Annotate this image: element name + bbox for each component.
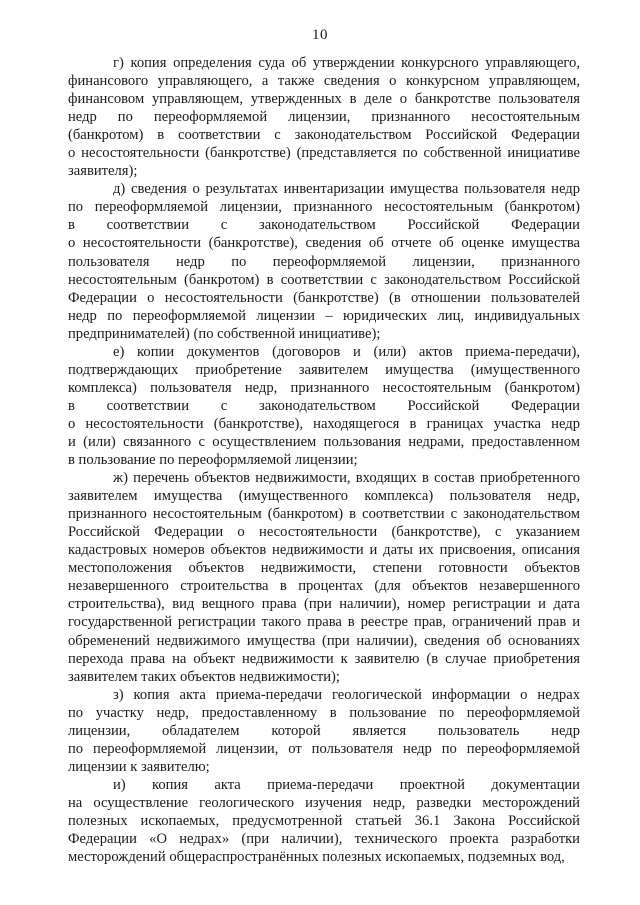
text-line: в соответствии с законодательством Российской Федерации [68, 397, 580, 414]
text-line: лицензии, обладателем которой является пользователь недр [68, 722, 580, 739]
text-line: незавершенного строительства в процентах (для объектов незавершенного [68, 578, 580, 595]
text-line: о несостоятельности (банкротстве), находящегося в границах участка недр [68, 415, 580, 432]
text-line: несостоятельным (банкротом) в соответствии с законодательством Российской [68, 271, 580, 288]
paragraph-g [68, 54, 580, 180]
text-line: по участку недр, предоставленному в пользование по переоформляемой [68, 704, 580, 721]
text-line: о несостоятельности (банкротстве), сведения об отчете об оценке имущества [68, 235, 580, 252]
text-line: и) копия акта приема-передачи проектной документации [113, 776, 580, 793]
text-line: финансового управляющего, а также сведения о конкурсном управляющем, [68, 73, 580, 90]
paragraph-zh [68, 469, 580, 686]
text-line: по переоформляемой лицензии, признанного несостоятельным (банкротом) [68, 199, 580, 216]
text-line: лицензии к заявителю; [68, 758, 210, 775]
text-line: Федерации «О недрах» (при наличии), технического проекта разработки [68, 831, 580, 848]
text-line: о несостоятельности (банкротстве) (представляется по собственной инициативе [68, 145, 580, 162]
text-line: строительства), вид вещного права (при наличии), номер регистрации и дата [68, 596, 580, 613]
text-line: заявителя); [68, 163, 138, 180]
text-line: на осуществление геологического изучения недр, разведки месторождений [68, 794, 580, 811]
paragraph-e [68, 343, 580, 469]
text-line: государственной регистрации такого права в реестре прав, ограничений прав и [68, 614, 580, 631]
text-line: кадастровых номеров объектов недвижимости и даты их присвоения, описания [68, 542, 580, 559]
text-line: обременений недвижимого имущества (при наличии), сведения об основаниях [68, 632, 580, 649]
text-line: по переоформляемой лицензии, от пользователя недр по переоформляемой [68, 740, 580, 757]
text-line: ж) перечень объектов недвижимости, входящих в состав приобретенного [113, 470, 580, 487]
text-line: комплекса) пользователя недр, признанного несостоятельным (банкротом) [68, 379, 580, 396]
text-line: Федерации о несостоятельности (банкротстве) (в отношении пользователей [68, 289, 580, 306]
text-line: г) копия определения суда об утверждении конкурсного управляющего, [113, 55, 580, 71]
paragraph-z [68, 686, 580, 776]
text-line: подтверждающих приобретение заявителем имущества (имущественного [68, 361, 580, 378]
paragraph-i [68, 776, 580, 866]
text-line: е) копии документов (договоров и (или) актов приема-передачи), [113, 343, 580, 360]
text-line: месторождений общераспространённых полезных ископаемых, подземных вод, [68, 849, 565, 866]
paragraph-d [68, 180, 580, 342]
text-line: (банкротом) в соответствии с законодательством Российской Федерации [68, 127, 580, 144]
text-line: Российской Федерации о несостоятельности (банкротстве), с указанием [68, 524, 580, 541]
text-line: в соответствии с законодательством Российской Федерации [68, 217, 580, 234]
text-line: признанного несостоятельным (банкротом) в соответствии с законодательством [68, 506, 580, 523]
text-line: в пользование по переоформляемой лицензии; [68, 452, 358, 469]
text-line: недр по переоформляемой лицензии – юридических лиц, индивидуальных [68, 307, 580, 324]
page-number: 10 [312, 27, 328, 43]
text-line: заявителем имущества (имущественного комплекса) пользователя недр, [68, 488, 580, 505]
text-line: перехода права на объект недвижимости к заявителю (в случае приобретения [68, 650, 580, 667]
text-line: д) сведения о результатах инвентаризации имущества пользователя недр [113, 181, 580, 198]
text-line: предпринимателей) (по собственной инициативе); [68, 325, 381, 342]
text-line: полезных ископаемых, предусмотренной статьей 36.1 Закона Российской [68, 812, 580, 829]
text-line: местоположения объектов недвижимости, степени готовности объектов [68, 560, 580, 577]
text-line: заявителем таких объектов недвижимости); [68, 668, 340, 685]
text-line: пользователя недр по переоформляемой лицензии, признанного [68, 253, 580, 270]
text-line: з) копия акта приема-передачи геологической информации о недрах [113, 686, 580, 703]
text-line: недр по переоформляемой лицензии, признанного несостоятельным [68, 109, 580, 126]
text-line: и (или) связанного с осуществлением пользования недрами, предоставленном [68, 433, 580, 450]
text-line: финансовом управляющем, утвержденных в деле о банкротстве пользователя [68, 91, 580, 108]
document-body [68, 54, 580, 866]
